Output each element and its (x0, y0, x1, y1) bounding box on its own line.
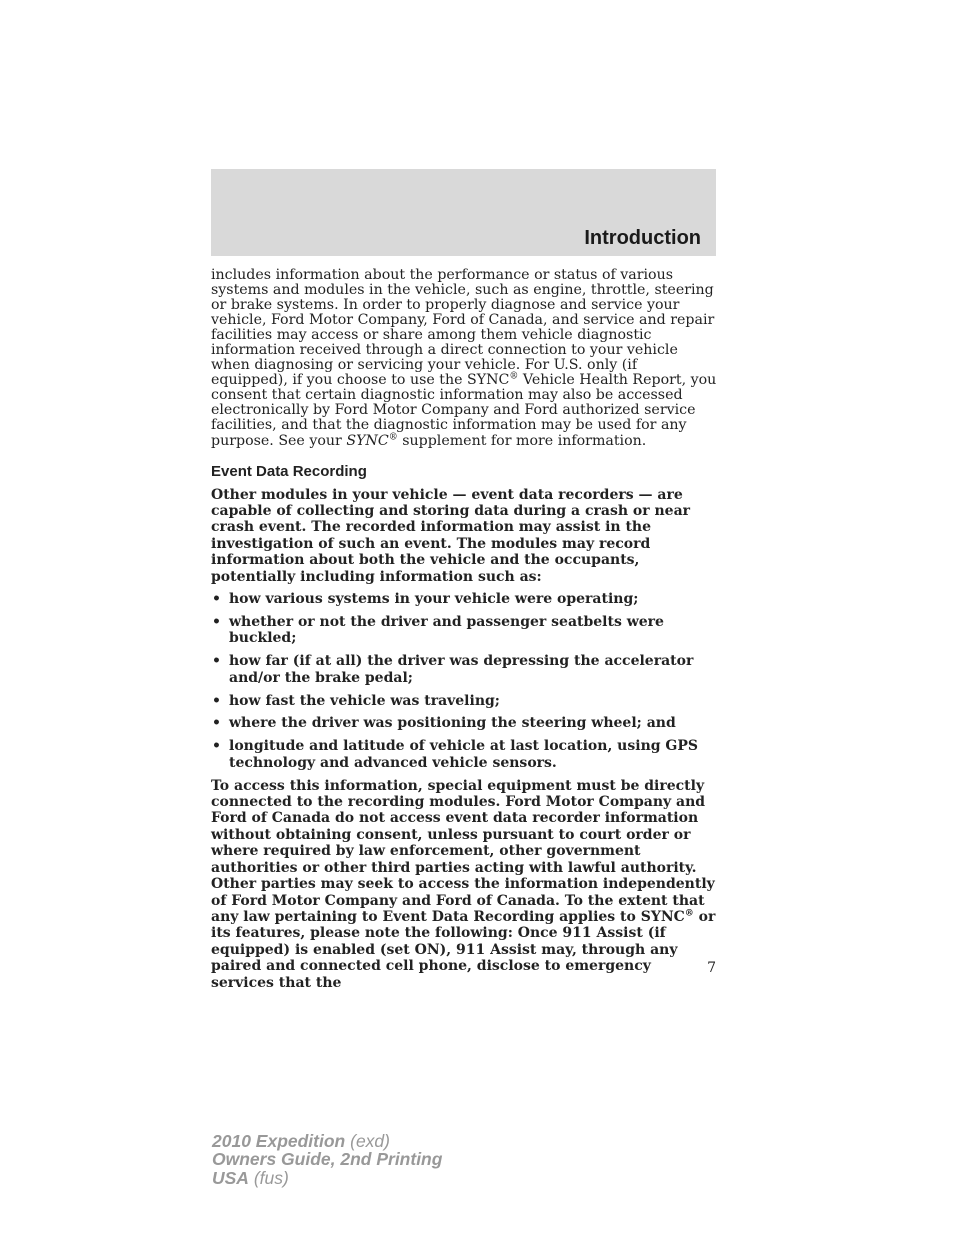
access-text-1: To access this information, special equipment must be directly connected to the recording modules. Ford Motor Company and Ford of Canada do not access event data recorder information without obtaining consent, unless pursuant to court order or where required by law enforcement, other government authorities or other third parties acting with lawful authority. Other parties may seek to access the information independently of Ford Motor Company and Ford of Canada. To the extent that any law pertaining to Event Data Recording applies to SYNC (211, 777, 715, 925)
bullet-icon: • (212, 738, 221, 755)
bullet-icon: • (212, 653, 221, 670)
event-data-section (211, 487, 717, 991)
footer-model-code: (exd) (345, 1131, 390, 1151)
list-item (211, 693, 717, 709)
list-item (211, 738, 717, 771)
list-item (211, 715, 717, 731)
list-item-text: where the driver was positioning the steering wheel; and (229, 715, 676, 732)
list-item-text: how fast the vehicle was traveling; (229, 692, 500, 709)
registered-mark: ® (684, 908, 694, 919)
access-text-2: or its features, please note the following: Once 911 Assist (if equipped) is enabled (set ON), 911 Assist may, through any paired and connected cell phone, disclose to emergency services that the (211, 908, 716, 991)
list-item-text: whether or not the driver and passenger seatbelts were buckled; (229, 613, 664, 647)
section-title: Introduction (584, 227, 701, 249)
page-content (211, 268, 717, 991)
footer-line-3 (212, 1169, 442, 1187)
registered-mark: ® (388, 431, 398, 442)
intro-text-1: includes information about the performance or status of various systems and modules in the vehicle, such as engine, throttle, steering or brake systems. In order to properly diagnose and service your vehicle, Ford Motor Company, Ford of Canada, and service and repair facilities may access or share among them vehicle diagnostic information received through a direct connection to your vehicle when diagnosing or servicing your vehicle. For U.S. only (if equipped), if you choose to use the SYNC (211, 267, 715, 389)
footer-line-2 (212, 1150, 442, 1168)
bullet-icon: • (212, 591, 221, 607)
footer-market-code: (fus) (248, 1167, 289, 1188)
intro-text-2: Vehicle Health Report, you consent that certain diagnostic information may also be accessed electronically by Ford Motor Company and Ford authorized service facilities, and that the diagnostic information may be used for any purpose. See your (211, 372, 717, 449)
list-item (211, 653, 717, 686)
list-item-text: how various systems in your vehicle were operating; (229, 591, 639, 607)
document-footer (212, 1132, 442, 1187)
event-data-recording-heading: Event Data Recording (211, 462, 367, 480)
footer-model: 2010 Expedition (212, 1131, 346, 1151)
section-header-band (211, 169, 716, 256)
bullet-icon: • (212, 715, 221, 732)
bullet-icon: • (212, 613, 221, 630)
list-item-text: how far (if at all) the driver was depressing the accelerator and/or the brake pedal; (229, 653, 694, 686)
list-item (211, 614, 717, 647)
intro-text-3: supplement for more information. (397, 432, 647, 449)
footer-line-1 (212, 1132, 442, 1150)
event-lead-paragraph: Other modules in your vehicle — event data recorders — are capable of collecting and storing data during a crash or near crash event. The recorded information may assist in the investigation of such an event. The modules may record information about both the vehicle and the occupants, potentially including information such as: (211, 486, 691, 585)
intro-paragraph (211, 268, 717, 449)
event-bullet-list (211, 591, 717, 771)
sync-italic: SYNC (346, 432, 389, 449)
list-item-text: longitude and latitude of vehicle at last location, using GPS technology and advanced vehicle sensors. (229, 738, 698, 771)
access-paragraph (211, 778, 717, 991)
page-number: 7 (707, 960, 716, 976)
registered-mark: ® (509, 371, 519, 382)
list-item (211, 591, 717, 607)
footer-printing: Owners Guide, 2nd Printing (212, 1149, 443, 1170)
footer-market: USA (212, 1167, 249, 1188)
bullet-icon: • (212, 692, 221, 709)
